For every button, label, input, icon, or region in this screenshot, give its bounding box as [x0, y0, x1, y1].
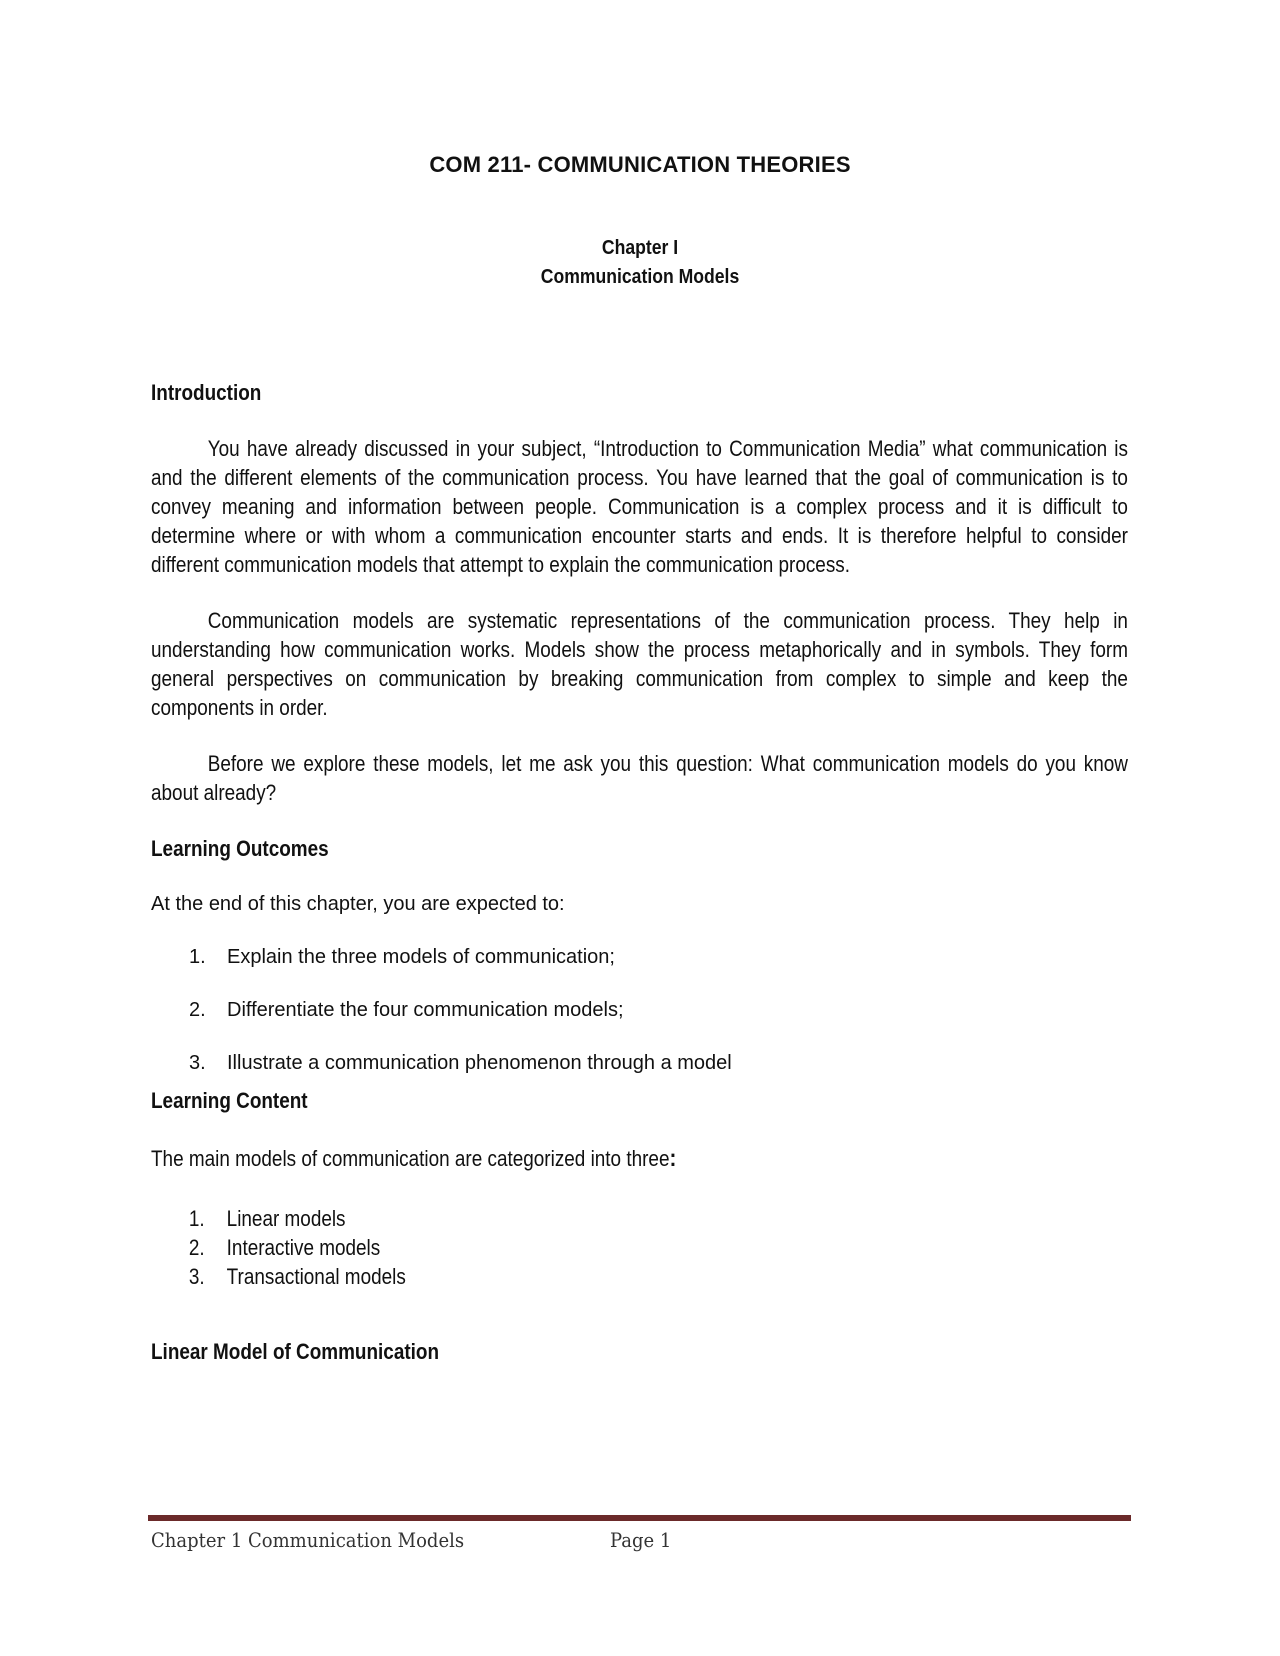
list-item-number: 1.	[189, 946, 206, 968]
chapter-label: Chapter I	[601, 237, 679, 259]
chapter-title: Communication Models	[540, 266, 740, 288]
intro-paragraph-3: Before we explore these models, let me ask you this question: What communication models do you know about already?	[151, 751, 1128, 805]
list-item-number: 1.	[188, 1206, 205, 1231]
learning-outcomes-intro: At the end of this chapter, you are expected to:	[151, 893, 565, 915]
learning-content-intro	[151, 1144, 1128, 1173]
learning-outcomes-section	[151, 890, 1128, 1077]
intro-paragraph-2: Communication models are systematic representations of the communication process. They help in understanding how communication works. Models show the process metaphorically and in symbols. They form general perspectives on communication by breaking communication from complex to simple and keep the components in order.	[151, 608, 1128, 720]
footer-chapter-label: Chapter 1 Communication Models	[151, 1528, 465, 1552]
list-item-text: Linear models	[226, 1206, 346, 1231]
intro-paragraph-1: You have already discussed in your subject, “Introduction to Communication Media” what communication is and the different elements of the communication process. You have learned that the goal of communication is to convey meaning and information between people. Communication is a complex process and it is difficult to determine where or with whom a communication encounter starts and ends. It is therefore helpful to consider different communication models that attempt to explain the communication process.	[151, 436, 1128, 577]
list-item-text: Differentiate the four communication models;	[227, 999, 624, 1021]
footer-rule	[148, 1515, 1131, 1521]
footer-page-number: Page 1	[610, 1528, 672, 1552]
list-item-text: Interactive models	[226, 1235, 381, 1260]
list-item	[151, 1049, 1128, 1077]
linear-model-heading: Linear Model of Communication	[151, 1339, 440, 1364]
list-item-number: 3.	[188, 1264, 205, 1289]
list-item-number: 3.	[189, 1052, 206, 1074]
list-item	[151, 943, 1128, 971]
list-item-text: Transactional models	[226, 1264, 406, 1289]
document-body	[151, 378, 1128, 1364]
learning-content-heading: Learning Content	[151, 1088, 308, 1113]
learning-outcomes-heading: Learning Outcomes	[151, 836, 329, 861]
document-title: COM 211- COMMUNICATION THEORIES	[429, 152, 851, 177]
introduction-section	[151, 378, 1128, 863]
list-item	[151, 1233, 1128, 1262]
list-item	[151, 996, 1128, 1024]
list-item-text: Explain the three models of communication;	[227, 946, 615, 968]
list-item	[151, 1204, 1128, 1233]
chapter-heading	[77, 234, 1203, 292]
learning-content-intro-text: The main models of communication are categorized into three	[151, 1146, 670, 1171]
models-list	[151, 1204, 1128, 1291]
learning-outcomes-list	[151, 943, 1128, 1077]
list-item-number: 2.	[189, 999, 206, 1021]
learning-content-section	[151, 1086, 1128, 1366]
introduction-heading: Introduction	[151, 380, 262, 405]
list-item	[151, 1262, 1128, 1291]
list-item-number: 2.	[188, 1235, 205, 1260]
learning-content-intro-colon: :	[669, 1145, 677, 1172]
list-item-text: Illustrate a communication phenomenon through a model	[227, 1052, 732, 1074]
